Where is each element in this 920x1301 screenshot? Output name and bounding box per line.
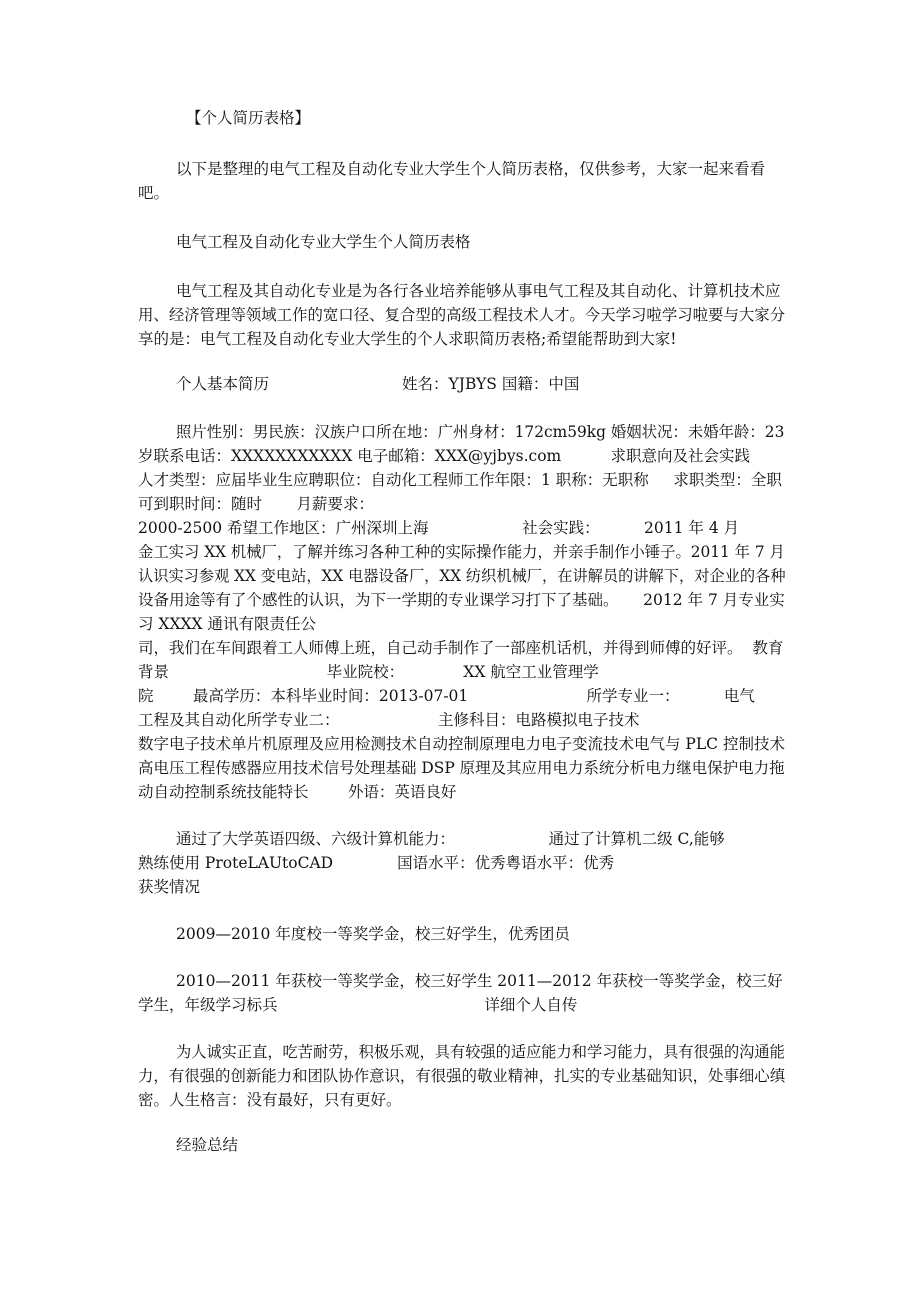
awards-heading: 获奖情况 — [138, 878, 201, 896]
self-line-3: 密。人生格言：没有最好，只有更好。 — [138, 1091, 402, 1109]
doc-subtitle: 电气工程及自动化专业大学生个人简历表格 — [176, 233, 471, 251]
intro-line-2: 吧。 — [138, 184, 170, 202]
closing-heading: 经验总结 — [176, 1136, 239, 1154]
body-line: 动自动控制系统技能特长 外语：英语良好 — [138, 783, 457, 801]
body-line: 设备用途等有了个感性的认识，为下一学期的专业课学习打下了基础。 2012 年 7 月专业实 — [138, 591, 785, 609]
skills-line-1: 通过了大学英语四级、六级计算机能力： 通过了计算机二级 C,能够 — [176, 830, 725, 848]
award-2-line-2: 学生，年级学习标兵 详细个人自传 — [138, 996, 578, 1014]
body-line: 习 XXXX 通讯有限责任公 — [138, 615, 316, 633]
self-line-2: 力，有很强的创新能力和团队协作意识，有很强的敬业精神，扎实的专业基础知识，处事细心缜 — [138, 1067, 786, 1085]
body-line: 司，我们在车间跟着工人师傅上班，自己动手制作了一部座机话机，并得到师傅的好评。 教育 — [138, 639, 784, 657]
body-line: 背景 毕业院校： XX 航空工业管理学 — [138, 663, 599, 681]
doc-title: 【个人简历表格】 — [186, 109, 311, 127]
body-line: 认识实习参观 XX 变电站，XX 电器设备厂，XX 纺织机械厂，在讲解员的讲解下，对企业的各种 — [138, 567, 786, 585]
award-1: 2009—2010 年度校一等奖学金，校三好学生，优秀团员 — [176, 925, 570, 943]
self-line-1: 为人诚实正直，吃苦耐劳，积极乐观，具有较强的适应能力和学习能力，具有很强的沟通能 — [176, 1043, 785, 1061]
overview-line-1: 电气工程及其自动化专业是为各行各业培养能够从事电气工程及其自动化、计算机技术应 — [176, 282, 781, 300]
body-line: 人才类型：应届毕业生应聘职位：自动化工程师工作年限：1 职称：无职称 求职类型：全职 — [138, 471, 782, 489]
intro-line-1: 以下是整理的电气工程及自动化专业大学生个人简历表格，仅供参考，大家一起来看看 — [176, 160, 766, 178]
body-line: 照片性别：男民族：汉族户口所在地：广州身材：172cm59kg 婚姻状况：未婚年龄：23 — [176, 423, 785, 441]
body-line: 高电压工程传感器应用技术信号处理基础 DSP 原理及其应用电力系统分析电力继电保护电力拖 — [138, 759, 785, 777]
overview-line-2: 用、经济管理等领域工作的宽口径、复合型的高级工程技术人才。今天学习啦学习啦要与大家分 — [138, 306, 786, 324]
body-line: 2000-2500 希望工作地区：广州深圳上海 社会实践： 2011 年 4 月 — [138, 519, 740, 537]
name-nation: 姓名：YJBYS 国籍：中国 — [402, 375, 580, 393]
body-line: 金工实习 XX 机械厂，了解并练习各种工种的实际操作能力，并亲手制作小锤子。2011 年 7 月 — [138, 543, 785, 561]
award-2-line-1: 2010—2011 年获校一等奖学金，校三好学生 2011—2012 年获校一等奖学金，校三好 — [176, 972, 783, 990]
body-line: 可到职时间：随时 月薪要求： — [138, 495, 374, 513]
body-line: 岁联系电话：XXXXXXXXXXX 电子邮箱：XXX@yjbys.com 求职意向及社会实践 — [138, 447, 751, 465]
body-line: 工程及其自动化所学专业二： 主修科目：电路模拟电子技术 — [138, 711, 640, 729]
overview-line-3: 享的是：电气工程及自动化专业大学生的个人求职简历表格;希望能帮助到大家! — [138, 330, 677, 348]
basic-label: 个人基本简历 — [176, 375, 270, 393]
skills-line-2: 熟练使用 ProteLAUtoCAD 国语水平：优秀粤语水平：优秀 — [138, 854, 615, 872]
body-line: 院 最高学历：本科毕业时间：2013-07-01 所学专业一： 电气 — [138, 687, 755, 705]
body-line: 数字电子技术单片机原理及应用检测技术自动控制原理电力电子变流技术电气与 PLC 控制技术 — [138, 735, 785, 753]
